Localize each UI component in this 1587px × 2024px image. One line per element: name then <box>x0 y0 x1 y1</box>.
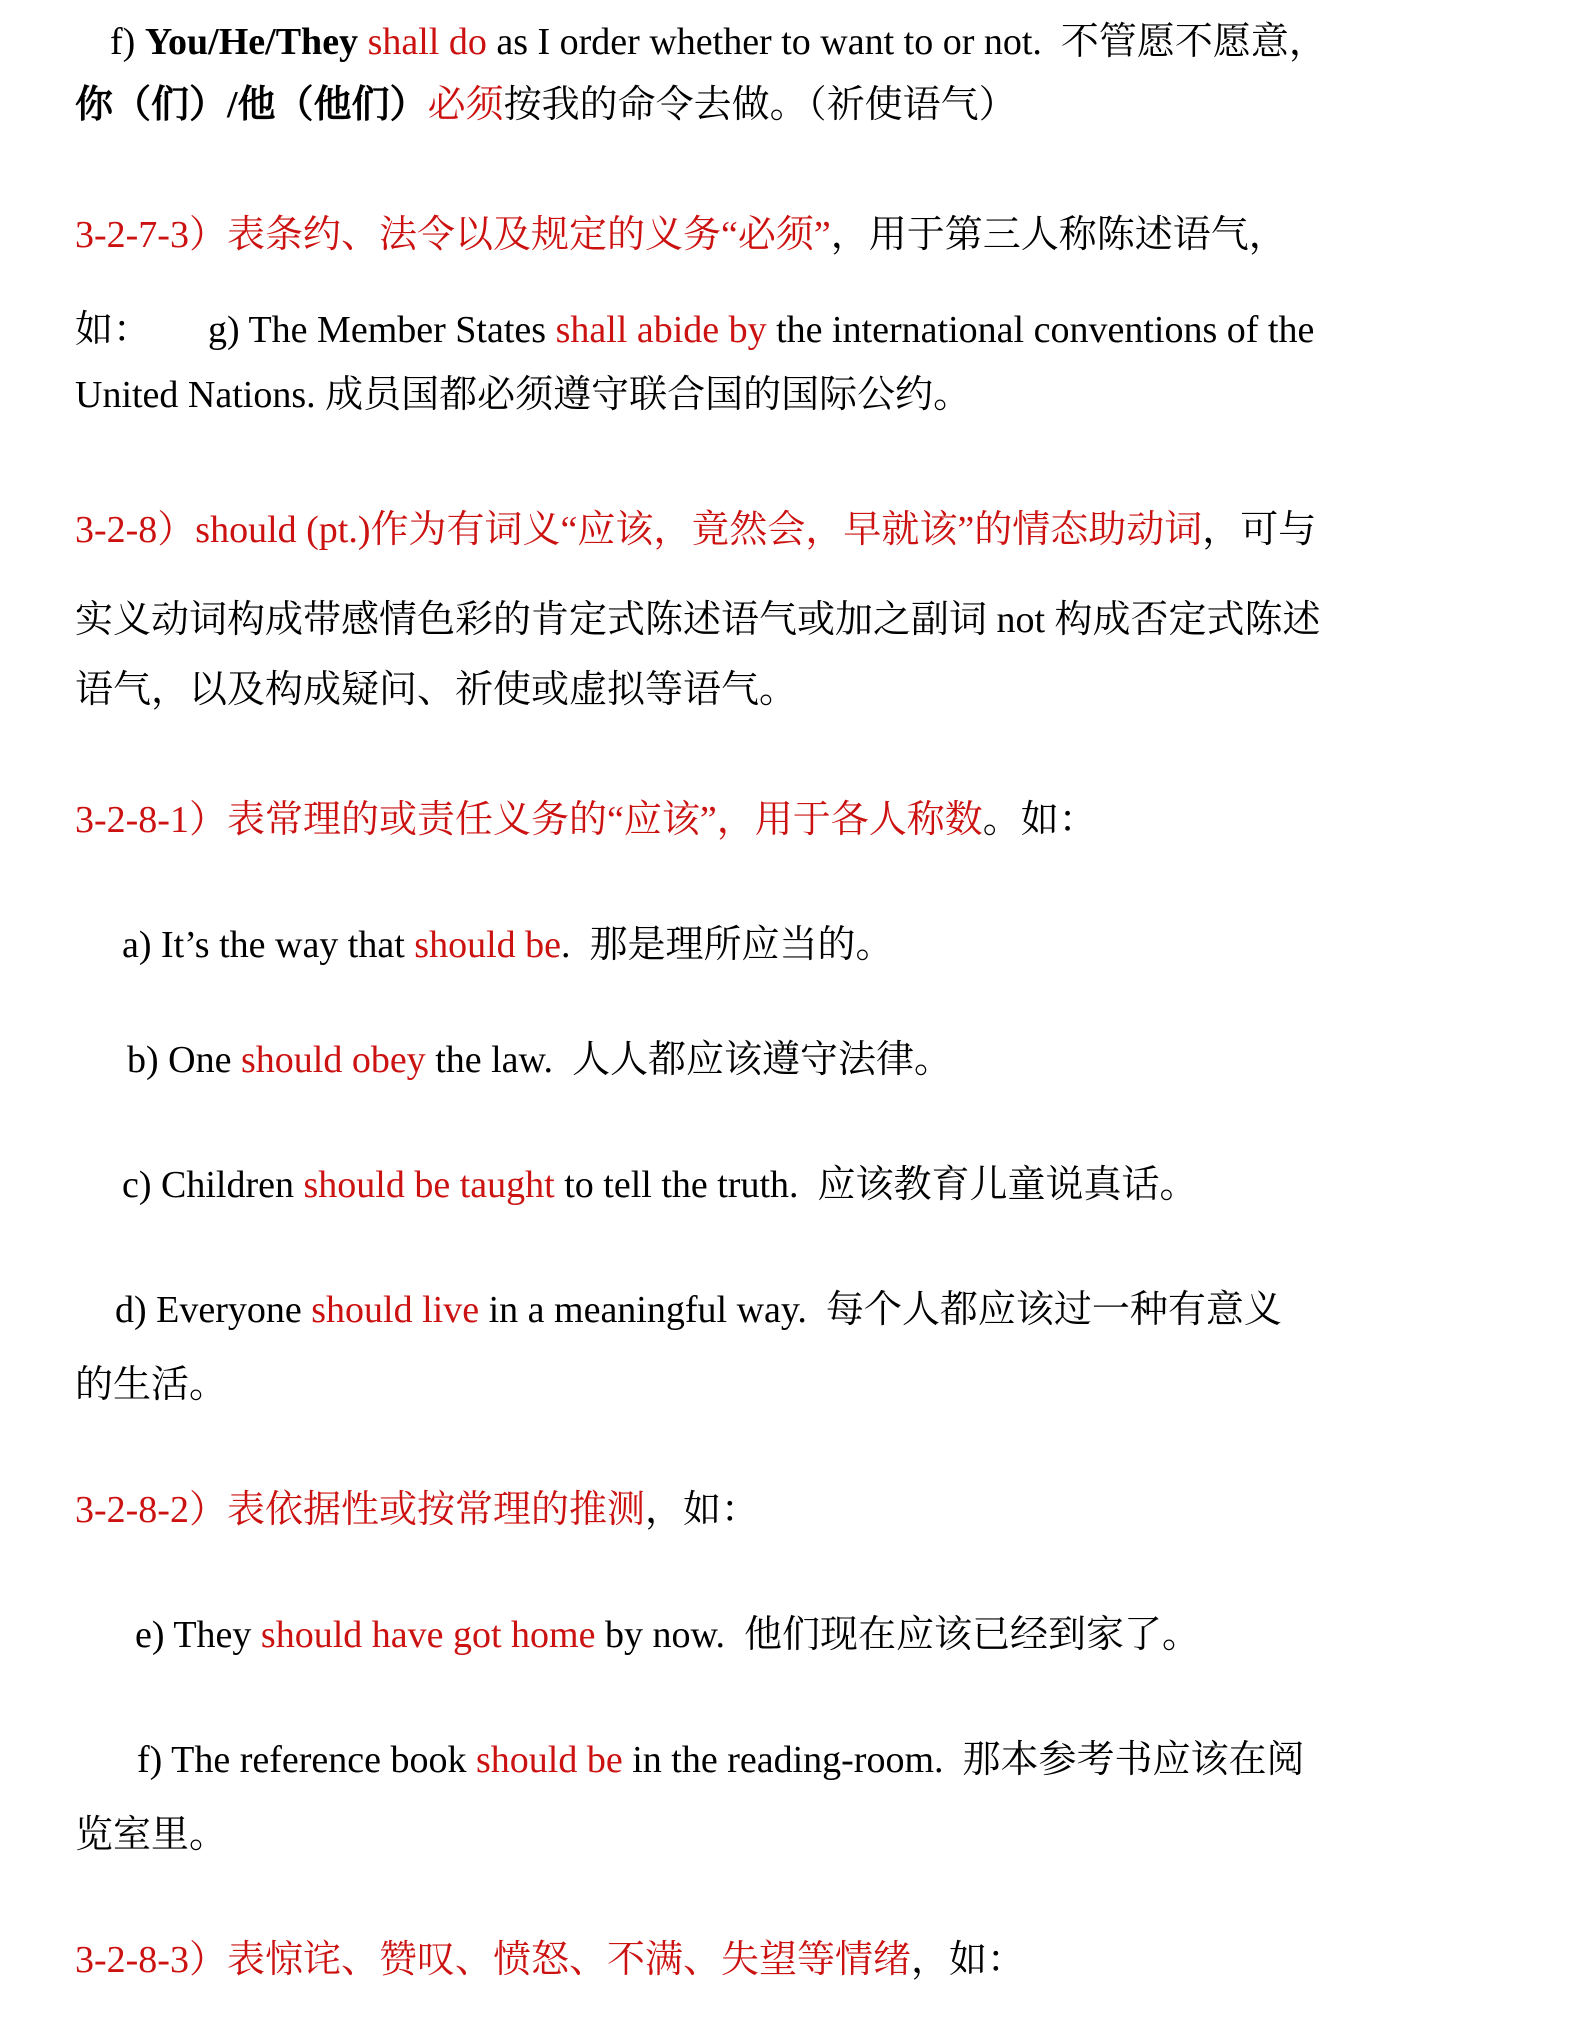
text-segment-red: 3-2-8-3）表惊诧、赞叹、愤怒、不满、失望等情绪 <box>75 1939 911 1981</box>
text-segment-plain: ，用于第三人称陈述语气， <box>830 214 1287 256</box>
text-segment-plain: a) It’s the way that <box>122 924 415 966</box>
text-segment-red: 必须 <box>427 84 504 126</box>
text-segment-plain: to tell the truth. 应该教育儿童说真话。 <box>554 1164 1198 1206</box>
section-3-2-8-heading-line-1 <box>75 506 1557 554</box>
text-segment-bold: 你（们）/他（他们） <box>75 84 428 126</box>
text-segment-plain: c) Children <box>122 1164 304 1206</box>
example-c-should-be-taught <box>75 1161 1557 1209</box>
text-segment-plain: ，如： <box>910 1939 1025 1981</box>
example-b-should-obey <box>75 1036 1557 1084</box>
example-f-should-be-line-1 <box>75 1736 1557 1784</box>
text-segment-plain: 如： g) The Member States <box>75 309 556 351</box>
text-segment-plain: the law. 人人都应该遵守法律。 <box>425 1039 953 1081</box>
section-3-2-8-2-heading <box>75 1486 1557 1534</box>
text-segment-plain: United Nations. 成员国都必须遵守联合国的国际公约。 <box>75 374 972 416</box>
text-segment-red: should be <box>414 924 562 966</box>
text-segment-bold: You/He/They <box>144 21 368 63</box>
section-3-2-8-heading-line-2 <box>75 596 1557 644</box>
section-3-2-8-3-heading <box>75 1936 1557 1984</box>
text-segment-plain: . 那是理所应当的。 <box>561 924 894 966</box>
text-segment-plain: by now. 他们现在应该已经到家了。 <box>595 1614 1200 1656</box>
text-segment-plain: 的生活。 <box>75 1364 228 1406</box>
text-segment-plain: e) They <box>135 1614 261 1656</box>
text-segment-red: 3-2-8-1）表常理的或责任义务的“应该”，用于各人称数 <box>75 799 983 841</box>
text-segment-plain: in a meaningful way. 每个人都应该过一种有意义 <box>479 1289 1282 1331</box>
section-3-2-8-heading-line-3 <box>75 666 1557 714</box>
text-segment-red: shall do <box>367 21 487 63</box>
text-segment-red: 3-2-8-2）表依据性或按常理的推测 <box>75 1489 645 1531</box>
text-segment-red: should have got home <box>260 1614 596 1656</box>
example-e-should-have-got-home <box>75 1611 1557 1659</box>
text-segment-plain: ，可与 <box>1202 509 1317 551</box>
section-3-2-8-1-heading <box>75 796 1557 844</box>
example-g-shall-abide-line-2 <box>75 371 1557 419</box>
text-segment-red: should be taught <box>303 1164 555 1206</box>
example-a-should-be <box>75 921 1557 969</box>
text-segment-plain: 。如： <box>982 799 1097 841</box>
text-segment-red: should live <box>311 1289 480 1331</box>
example-g-shall-abide-line-1 <box>75 306 1557 354</box>
text-segment-plain: as I order whether to want to or not. 不管愿不愿意， <box>486 21 1327 63</box>
example-d-should-live-line-2 <box>75 1361 1557 1409</box>
text-segment-plain: b) One <box>127 1039 241 1081</box>
text-segment-red: 3-2-7-3）表条约、法令以及规定的义务“必须” <box>75 214 831 256</box>
text-segment-plain: ，如： <box>644 1489 759 1531</box>
example-d-should-live-line-1 <box>75 1286 1557 1334</box>
text-segment-plain: 语气，以及构成疑问、祈使或虚拟等语气。 <box>75 669 798 711</box>
text-segment-red: should be <box>476 1739 623 1781</box>
document-page <box>0 18 1587 2024</box>
example-f-shall-line-2 <box>75 81 1557 129</box>
text-segment-red: should obey <box>240 1039 426 1081</box>
text-segment-plain: d) Everyone <box>115 1289 312 1331</box>
text-segment-plain: f) <box>110 21 145 63</box>
text-segment-plain: 览室里。 <box>75 1814 228 1856</box>
text-segment-plain: 按我的命令去做。（祈使语气） <box>503 84 1017 126</box>
text-segment-plain: the international conventions of the <box>766 309 1315 351</box>
text-segment-red: 3-2-8）should (pt.)作为有词义“应该，竟然会，早就该”的情态助动词 <box>75 509 1203 551</box>
example-f-should-be-line-2 <box>75 1811 1557 1859</box>
section-3-2-7-3-heading <box>75 211 1557 259</box>
text-segment-plain: 实义动词构成带感情色彩的肯定式陈述语气或加之副词 not 构成否定式陈述 <box>75 599 1321 641</box>
example-f-shall-line-1 <box>75 18 1557 66</box>
text-segment-plain: in the reading-room. 那本参考书应该在阅 <box>622 1739 1305 1781</box>
text-segment-plain: f) The reference book <box>137 1739 476 1781</box>
text-segment-red: shall abide by <box>555 309 767 351</box>
